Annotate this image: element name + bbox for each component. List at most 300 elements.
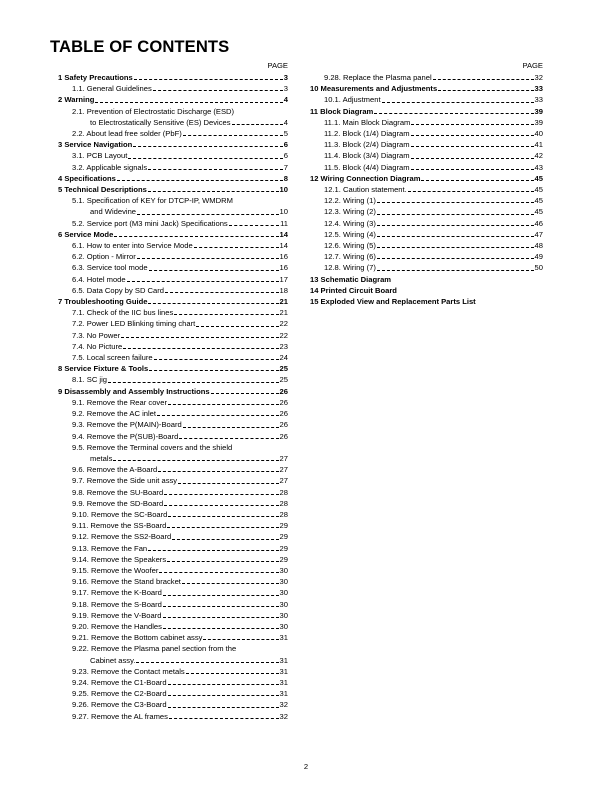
toc-entry-label: 9.9. Remove the SD-Board: [72, 498, 164, 508]
toc-entry[interactable]: [58, 341, 288, 352]
toc-entry[interactable]: [58, 431, 288, 442]
toc-entry[interactable]: [58, 699, 288, 710]
toc-entry-label-continued: metals: [90, 453, 113, 463]
toc-entry[interactable]: [58, 274, 288, 285]
toc-entry-page: 14: [279, 229, 288, 239]
toc-entry-page: 27: [279, 476, 288, 486]
toc-entry-page: 39: [534, 106, 543, 116]
toc-entry-continuation: [72, 655, 288, 666]
toc-entry[interactable]: [58, 363, 288, 374]
toc-entry-label: 12.1. Caution statement.: [324, 185, 407, 195]
toc-entry[interactable]: [310, 173, 543, 184]
toc-entry[interactable]: [58, 587, 288, 598]
toc-entry-page: 21: [279, 297, 288, 307]
toc-entry-page: 29: [279, 543, 288, 553]
toc-entry-label: 9.22. Remove the Plasma panel section from the: [72, 644, 237, 654]
toc-entry-label: 11.3. Block (2/4) Diagram: [324, 140, 410, 150]
toc-entry-label: 3.1. PCB Layout: [72, 151, 128, 161]
toc-entry[interactable]: [58, 173, 288, 184]
toc-entry[interactable]: [58, 150, 288, 161]
toc-entry[interactable]: [58, 218, 288, 229]
toc-entry[interactable]: [310, 251, 543, 262]
toc-entry-label: 9.13. Remove the Fan: [72, 543, 148, 553]
leader-dots: [137, 258, 279, 259]
leader-dots: [165, 292, 279, 293]
toc-entry[interactable]: [58, 128, 288, 139]
leader-dots: [148, 169, 283, 170]
toc-entry-page: 49: [534, 252, 543, 262]
toc-entry-page: 3: [283, 84, 288, 94]
leader-dots: [137, 214, 279, 215]
toc-entry-label: 9.16. Remove the Stand bracket: [72, 577, 181, 587]
toc-entry-page: 31: [279, 689, 288, 699]
toc-entry-page: 23: [279, 341, 288, 351]
leader-dots: [186, 673, 279, 674]
toc-entry-page: 30: [279, 610, 288, 620]
leader-dots: [148, 191, 279, 192]
toc-entry-page: 26: [279, 386, 288, 396]
leader-dots: [232, 124, 283, 125]
leader-dots: [154, 359, 279, 360]
toc-list-left: [58, 72, 288, 722]
leader-dots: [121, 337, 278, 338]
toc-entry[interactable]: [58, 240, 288, 251]
toc-entry[interactable]: [58, 106, 288, 128]
toc-entry-label-continued: Cabinet assy.: [90, 655, 136, 665]
toc-entry[interactable]: [58, 487, 288, 498]
leader-dots: [95, 102, 282, 103]
toc-entry[interactable]: [310, 229, 543, 240]
leader-dots: [164, 494, 278, 495]
toc-entry[interactable]: [58, 318, 288, 329]
toc-entry[interactable]: [310, 274, 543, 285]
leader-dots: [438, 90, 533, 91]
leader-dots: [411, 135, 534, 136]
toc-entry-label: 14 Printed Circuit Board: [310, 285, 397, 295]
toc-entry-label-continued: to Electrostatically Sensitive (ES) Devices: [90, 117, 231, 127]
leader-dots: [167, 527, 278, 528]
leader-dots: [128, 158, 282, 159]
toc-entry[interactable]: [310, 106, 543, 117]
toc-entry-label: 1.1. General Guidelines: [72, 84, 152, 94]
toc-entry-page: 32: [279, 711, 288, 721]
toc-entry-page: 14: [279, 241, 288, 251]
toc-entry-label: 9.3. Remove the P(MAIN)-Board: [72, 420, 182, 430]
toc-entry-label: 9.27. Remove the AL frames: [72, 711, 168, 721]
toc-entry-label: 8 Service Fixture & Tools: [58, 364, 149, 374]
leader-dots: [169, 718, 279, 719]
toc-entry[interactable]: [58, 262, 288, 273]
leader-dots: [117, 180, 283, 181]
toc-entry-page: 32: [534, 73, 543, 82]
leader-dots: [153, 90, 283, 91]
toc-entry-label: 12.3. Wiring (2): [324, 207, 376, 217]
toc-entry[interactable]: [58, 498, 288, 509]
toc-entry-page: 47: [534, 229, 543, 239]
toc-entry-page: 4: [283, 117, 288, 127]
leader-dots: [164, 505, 278, 506]
leader-dots: [168, 404, 279, 405]
toc-entry-continuation: [72, 453, 288, 464]
toc-entry[interactable]: [310, 83, 543, 94]
leader-dots: [163, 595, 279, 596]
toc-entry-label: 9.1. Remove the Rear cover: [72, 397, 167, 407]
toc-entry[interactable]: [58, 688, 288, 699]
toc-entry-label: 11.5. Block (4/4) Diagram: [324, 162, 410, 172]
toc-entry-page: 18: [279, 285, 288, 295]
toc-entry[interactable]: [58, 139, 288, 150]
toc-entry-label: 9.11. Remove the SS-Board: [72, 521, 167, 531]
leader-dots: [158, 471, 278, 472]
toc-entry-label: 9.17. Remove the K-Board: [72, 588, 162, 598]
toc-entry-label: 9.19. Remove the V-Board: [72, 610, 162, 620]
leader-dots: [163, 617, 279, 618]
leader-dots: [377, 270, 534, 271]
toc-entry-label: 9.21. Remove the Bottom cabinet assy: [72, 633, 203, 643]
toc-entry-page: 30: [279, 599, 288, 609]
toc-entry-page: 8: [283, 173, 288, 183]
toc-entry-label: 12 Wiring Connection Diagram: [310, 173, 421, 183]
toc-entry[interactable]: [58, 531, 288, 542]
toc-entry[interactable]: [58, 352, 288, 363]
toc-entry-page: 50: [534, 263, 543, 273]
toc-entry[interactable]: [58, 509, 288, 520]
toc-entry-label: 11 Block Diagram: [310, 106, 374, 116]
toc-entry-label: 6.4. Hotel mode: [72, 274, 126, 284]
toc-entry-page: 26: [279, 397, 288, 407]
toc-entry[interactable]: [58, 330, 288, 341]
toc-entry[interactable]: [58, 184, 288, 195]
toc-entry[interactable]: [58, 386, 288, 397]
toc-entry[interactable]: [58, 565, 288, 576]
leader-dots: [211, 393, 279, 394]
toc-entry-page: 43: [534, 162, 543, 172]
toc-entry-label: 3.2. Applicable signals: [72, 162, 148, 172]
toc-entry-label: 9 Disassembly and Assembly Instructions: [58, 386, 210, 396]
toc-entry-label: 2.1. Prevention of Electrostatic Discharge (ESD): [72, 106, 235, 116]
toc-entry[interactable]: [310, 184, 543, 195]
leader-dots: [179, 438, 278, 439]
toc-entry-page: 29: [279, 532, 288, 542]
toc-entry-page: 29: [279, 521, 288, 531]
toc-entry-label: 9.20. Remove the Handles: [72, 621, 162, 631]
toc-entry[interactable]: [58, 610, 288, 621]
leader-dots: [411, 158, 534, 159]
toc-entry[interactable]: [58, 397, 288, 408]
toc-entry[interactable]: [58, 677, 288, 688]
toc-entry-label: 9.6. Remove the A-Board: [72, 465, 158, 475]
toc-entry-label: 13 Schematic Diagram: [310, 274, 392, 284]
toc-entry-page: 6: [283, 151, 288, 161]
toc-entry-page: 16: [279, 252, 288, 262]
toc-entry-page: 30: [279, 588, 288, 598]
leader-dots: [377, 214, 534, 215]
leader-dots: [411, 169, 534, 170]
leader-dots: [374, 113, 533, 114]
toc-entry[interactable]: [310, 206, 543, 217]
toc-entry[interactable]: [310, 262, 543, 273]
toc-entry-label: 9.12. Remove the SS2-Board: [72, 532, 172, 542]
toc-entry-page: 11: [280, 218, 288, 228]
toc-entry-label: 6 Service Mode: [58, 229, 114, 239]
toc-entry-label: 9.14. Remove the Speakers: [72, 554, 167, 564]
toc-entry-continuation: [72, 206, 288, 217]
toc-entry-label: 2 Warning: [58, 95, 95, 105]
leader-dots: [182, 583, 279, 584]
toc-entry-label: 5.2. Service port (M3 mini Jack) Specifications: [72, 218, 228, 228]
toc-entry[interactable]: [58, 554, 288, 565]
toc-entry-page: 26: [279, 420, 288, 430]
toc-entry-page: 10: [279, 207, 288, 217]
toc-entry-page: 28: [279, 509, 288, 519]
toc-entry-page: 39: [534, 117, 543, 127]
toc-entry-page: 22: [279, 330, 288, 340]
toc-entry-label: 12.4. Wiring (3): [324, 218, 376, 228]
toc-entry-label: 9.24. Remove the C1-Board: [72, 677, 167, 687]
toc-entry-page: 25: [279, 364, 288, 374]
toc-entry[interactable]: [310, 150, 543, 161]
leader-dots: [172, 539, 278, 540]
toc-entry-label: 7.5. Local screen failure: [72, 353, 153, 363]
toc-entry[interactable]: [58, 162, 288, 173]
toc-entry[interactable]: [58, 643, 288, 665]
toc-entry-page: 31: [279, 655, 288, 665]
toc-entry-label: 11.4. Block (3/4) Diagram: [324, 151, 410, 161]
toc-entry-label: 6.3. Service tool mode: [72, 263, 148, 273]
toc-entry-page: 3: [283, 73, 288, 82]
leader-dots: [163, 628, 279, 629]
toc-entry-label: 12.6. Wiring (5): [324, 241, 376, 251]
toc-entry-page: 26: [279, 409, 288, 419]
leader-dots: [149, 270, 279, 271]
toc-entry-page: 29: [279, 554, 288, 564]
toc-entry-page: 30: [279, 621, 288, 631]
toc-entry-label: 7 Troubleshooting Guide: [58, 297, 148, 307]
toc-entry-label: 2.2. About lead free solder (PbF): [72, 129, 182, 139]
toc-entry[interactable]: [310, 296, 543, 307]
toc-entry[interactable]: [310, 72, 543, 83]
toc-entry-page: 30: [279, 565, 288, 575]
leader-dots: [114, 236, 278, 237]
toc-entry[interactable]: [58, 408, 288, 419]
toc-entry-page: 27: [279, 465, 288, 475]
leader-dots: [203, 639, 278, 640]
toc-entry-page: 48: [534, 241, 543, 251]
toc-entry-page: 17: [279, 274, 288, 284]
leader-dots: [168, 707, 279, 708]
toc-entry[interactable]: [58, 229, 288, 240]
leader-dots: [136, 662, 278, 663]
toc-entry-label: 5 Technical Descriptions: [58, 185, 147, 195]
leader-dots: [163, 606, 279, 607]
leader-dots: [159, 572, 278, 573]
toc-entry[interactable]: [310, 117, 543, 128]
toc-entry-page: 31: [279, 633, 288, 643]
toc-entry[interactable]: [58, 543, 288, 554]
toc-entry-page: 4: [283, 95, 288, 105]
toc-entry-page: 45: [534, 173, 543, 183]
toc-entry[interactable]: [58, 374, 288, 385]
toc-entry[interactable]: [310, 240, 543, 251]
toc-entry-label: 10.1. Adjustment: [324, 95, 381, 105]
leader-dots: [229, 225, 279, 226]
toc-entry-label: 7.3. No Power: [72, 330, 121, 340]
toc-entry[interactable]: [58, 285, 288, 296]
toc-entry[interactable]: [310, 195, 543, 206]
leader-dots: [377, 258, 534, 259]
toc-entry-label: 12.5. Wiring (4): [324, 229, 376, 239]
page-column-header: PAGE: [522, 61, 543, 70]
leader-dots: [411, 146, 534, 147]
toc-entry-label: 9.18. Remove the S-Board: [72, 599, 162, 609]
toc-entry[interactable]: [58, 195, 288, 217]
toc-entry-label: 1 Safety Precautions: [58, 73, 133, 82]
toc-entry[interactable]: [58, 251, 288, 262]
leader-dots: [194, 247, 279, 248]
toc-entry[interactable]: [58, 296, 288, 307]
toc-entry[interactable]: [58, 520, 288, 531]
toc-entry-page: 42: [534, 151, 543, 161]
toc-entry[interactable]: [310, 218, 543, 229]
leader-dots: [168, 695, 279, 696]
leader-dots: [167, 561, 278, 562]
toc-entry-label: 11.2. Block (1/4) Diagram: [324, 129, 410, 139]
toc-column-left: [58, 59, 288, 722]
toc-entry-page: 22: [279, 319, 288, 329]
toc-entry-label: 6.1. How to enter into Service Mode: [72, 241, 193, 251]
toc-entry-label: 15 Exploded View and Replacement Parts List: [310, 297, 476, 307]
toc-entry-label: 9.8. Remove the SU-Board: [72, 487, 164, 497]
toc-entry[interactable]: [310, 94, 543, 105]
toc-entry-label: 9.7. Remove the Side unit assy: [72, 476, 178, 486]
toc-entry-label: 9.10. Remove the SC-Board: [72, 509, 168, 519]
leader-dots: [174, 314, 278, 315]
toc-entry[interactable]: [310, 139, 543, 150]
toc-entry-label: 9.15. Remove the Woofer: [72, 565, 159, 575]
toc-entry-label: 9.2. Remove the AC inlet: [72, 409, 156, 419]
leader-dots: [183, 135, 283, 136]
toc-entry[interactable]: [58, 632, 288, 643]
toc-entry-page: 32: [279, 700, 288, 710]
toc-entry[interactable]: [58, 666, 288, 677]
toc-entry-label: 6.2. Option - Mirror: [72, 252, 136, 262]
toc-entry-label: 12.7. Wiring (6): [324, 252, 376, 262]
page-number: 2: [303, 762, 309, 771]
toc-entry-page: 5: [283, 129, 288, 139]
toc-entry[interactable]: [58, 599, 288, 610]
toc-entry[interactable]: [310, 128, 543, 139]
page-column-header: PAGE: [267, 61, 288, 70]
toc-entry[interactable]: [58, 94, 288, 105]
toc-entry-label: 5.1. Specification of KEY for DTCP-IP, WMDRM: [72, 196, 233, 206]
toc-entry-page: 33: [534, 84, 543, 94]
toc-entry-label: 9.4. Remove the P(SUB)-Board: [72, 431, 179, 441]
toc-entry-page: 33: [534, 95, 543, 105]
toc-entry[interactable]: [58, 576, 288, 587]
toc-list-right: [310, 72, 543, 307]
page-title: TABLE OF CONTENTS: [50, 37, 230, 56]
toc-entry-label: 9.26. Remove the C3-Board: [72, 700, 167, 710]
leader-dots: [149, 370, 278, 371]
toc-entry-label: 8.1. SC jig: [72, 375, 108, 385]
leader-dots: [433, 79, 534, 80]
leader-dots: [411, 124, 533, 125]
leader-dots: [377, 202, 534, 203]
toc-entry-page: 30: [279, 577, 288, 587]
toc-entry[interactable]: [58, 442, 288, 464]
leader-dots: [168, 684, 279, 685]
toc-entry-page: 6: [283, 140, 288, 150]
leader-dots: [382, 102, 534, 103]
toc-entry-label: 4 Specifications: [58, 173, 116, 183]
toc-entry-label: 3 Service Navigation: [58, 140, 133, 150]
leader-dots: [408, 191, 534, 192]
toc-entry-label: 7.4. No Picture: [72, 341, 123, 351]
toc-entry[interactable]: [58, 464, 288, 475]
toc-entry-page: 45: [534, 185, 543, 195]
toc-column-right: [310, 59, 543, 307]
toc-entry-page: 21: [279, 308, 288, 318]
leader-dots: [377, 236, 534, 237]
toc-entry-label: 9.5. Remove the Terminal covers and the shield: [72, 442, 233, 452]
leader-dots: [157, 415, 279, 416]
toc-entry[interactable]: [58, 621, 288, 632]
leader-dots: [148, 550, 278, 551]
toc-entry[interactable]: [58, 419, 288, 430]
toc-entry[interactable]: [58, 307, 288, 318]
toc-entry[interactable]: [58, 475, 288, 486]
toc-entry-label: 9.23. Remove the Contact metals: [72, 666, 185, 676]
toc-entry-label: 10 Measurements and Adjustments: [310, 84, 438, 94]
toc-entry-page: 24: [279, 353, 288, 363]
leader-dots: [377, 225, 534, 226]
toc-entry-page: 40: [534, 129, 543, 139]
toc-entry-label: 9.25. Remove the C2-Board: [72, 689, 167, 699]
leader-dots: [168, 516, 278, 517]
toc-entry[interactable]: [310, 285, 543, 296]
toc-entry-page: 45: [534, 196, 543, 206]
leader-dots: [127, 281, 279, 282]
toc-entry[interactable]: [58, 72, 288, 83]
toc-entry[interactable]: [58, 711, 288, 722]
toc-entry-label: 12.8. Wiring (7): [324, 263, 376, 273]
leader-dots: [133, 146, 282, 147]
toc-entry-page: 16: [279, 263, 288, 273]
toc-entry-page: 27: [279, 453, 288, 463]
toc-entry-label: 7.2. Power LED Blinking timing chart: [72, 319, 196, 329]
leader-dots: [148, 303, 278, 304]
leader-dots: [123, 348, 278, 349]
toc-entry-page: 28: [279, 487, 288, 497]
toc-entry[interactable]: [58, 83, 288, 94]
leader-dots: [113, 460, 278, 461]
toc-entry-page: 26: [279, 431, 288, 441]
leader-dots: [183, 427, 279, 428]
leader-dots: [421, 180, 533, 181]
toc-entry-label: 9.28. Replace the Plasma panel: [324, 73, 432, 82]
toc-entry-page: 10: [279, 185, 288, 195]
toc-entry-page: 46: [534, 218, 543, 228]
toc-entry-continuation: [72, 117, 288, 128]
toc-entry-page: 45: [534, 207, 543, 217]
toc-entry-label-continued: and Widevine: [90, 207, 137, 217]
toc-entry[interactable]: [310, 162, 543, 173]
toc-entry-page: 28: [279, 498, 288, 508]
toc-entry-page: 41: [534, 140, 543, 150]
leader-dots: [108, 382, 279, 383]
toc-entry-page: 25: [279, 375, 288, 385]
toc-entry-label: 12.2. Wiring (1): [324, 196, 376, 206]
